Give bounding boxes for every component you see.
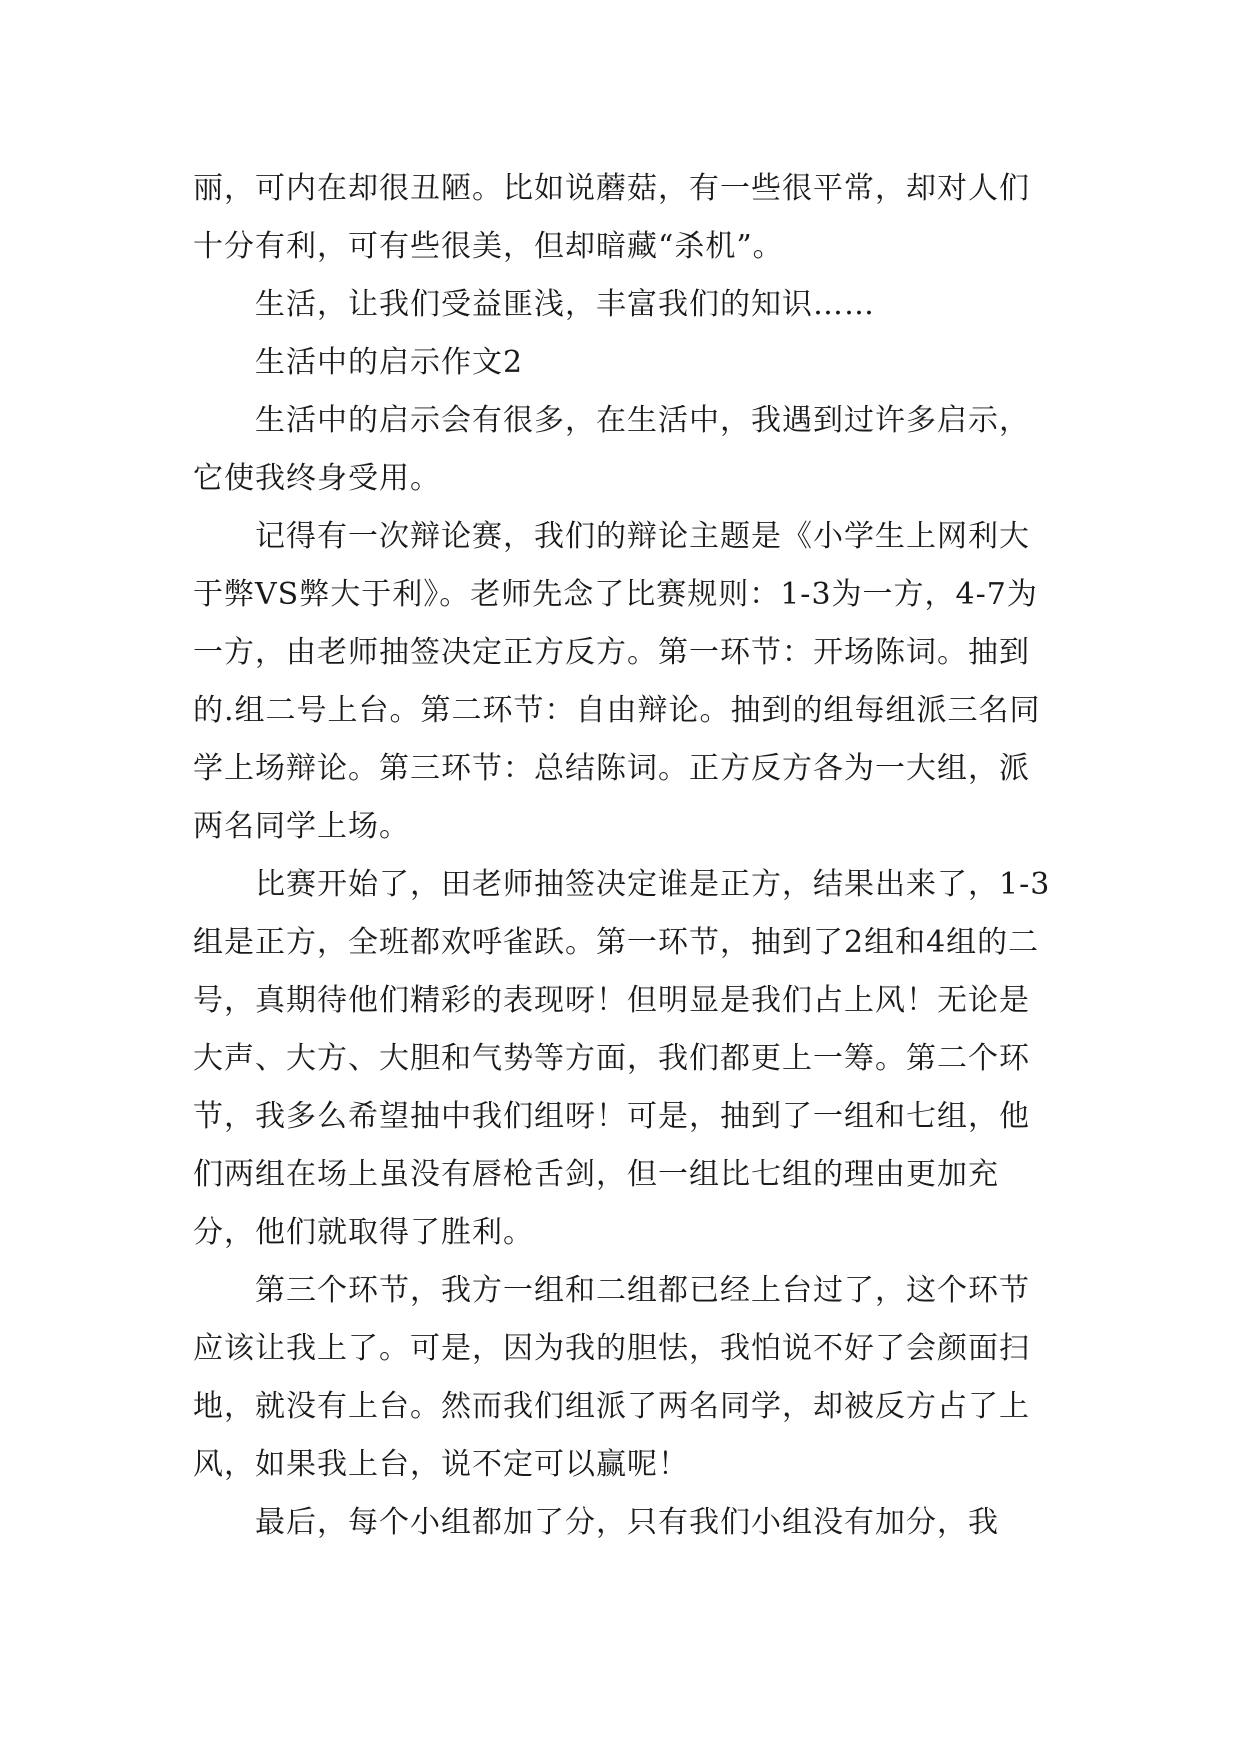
- paragraph-debate-start: 比赛开始了，田老师抽签决定谁是正方，结果出来了，1-3组是正方，全班都欢呼雀跃。第一环节，抽到了2组和4组的二号，真期待他们精彩的表现呀！但明显是我们占上风！无论是大声、大方、大胆和气势等方面，我们都更上一筹。第二个环节，我多么希望抽中我们组呀！可是，抽到了一组和七组，他们两组在场上虽没有唇枪舌剑，但一组比七组的理由更加充分，他们就取得了胜利。: [193, 867, 1051, 1250]
- paragraph-life-benefit: 生活，让我们受益匪浅，丰富我们的知识……: [255, 287, 875, 322]
- paragraph-intro: 生活中的启示会有很多，在生活中，我遇到过许多启示，它使我终身受用。: [193, 403, 1030, 496]
- paragraph-final: 最后，每个小组都加了分，只有我们小组没有加分，我: [255, 1505, 999, 1540]
- essay-title: 生活中的启示作文2: [255, 345, 524, 380]
- paragraph-continuation: 丽，可内在却很丑陋。比如说蘑菇，有一些很平常，却对人们十分有利，可有些很美，但却暗藏“杀机”。: [193, 171, 1030, 264]
- paragraph-third-round: 第三个环节，我方一组和二组都已经上台过了，这个环节应该让我上了。可是，因为我的胆怯，我怕说不好了会颜面扫地，就没有上台。然而我们组派了两名同学，却被反方占了上风，如果我上台，说不定可以赢呢！: [193, 1273, 1030, 1482]
- paragraph-debate-rules: 记得有一次辩论赛，我们的辩论主题是《小学生上网利大于弊VS弊大于利》。老师先念了比赛规则：1-3为一方，4-7为一方，由老师抽签决定正方反方。第一环节：开场陈词。抽到的.组二号上台。第二环节：自由辩论。抽到的组每组派三名同学上场辩论。第三环节：总结陈词。正方反方各为一大组，派两名同学上场。: [193, 519, 1041, 844]
- document-body: [193, 160, 1051, 1552]
